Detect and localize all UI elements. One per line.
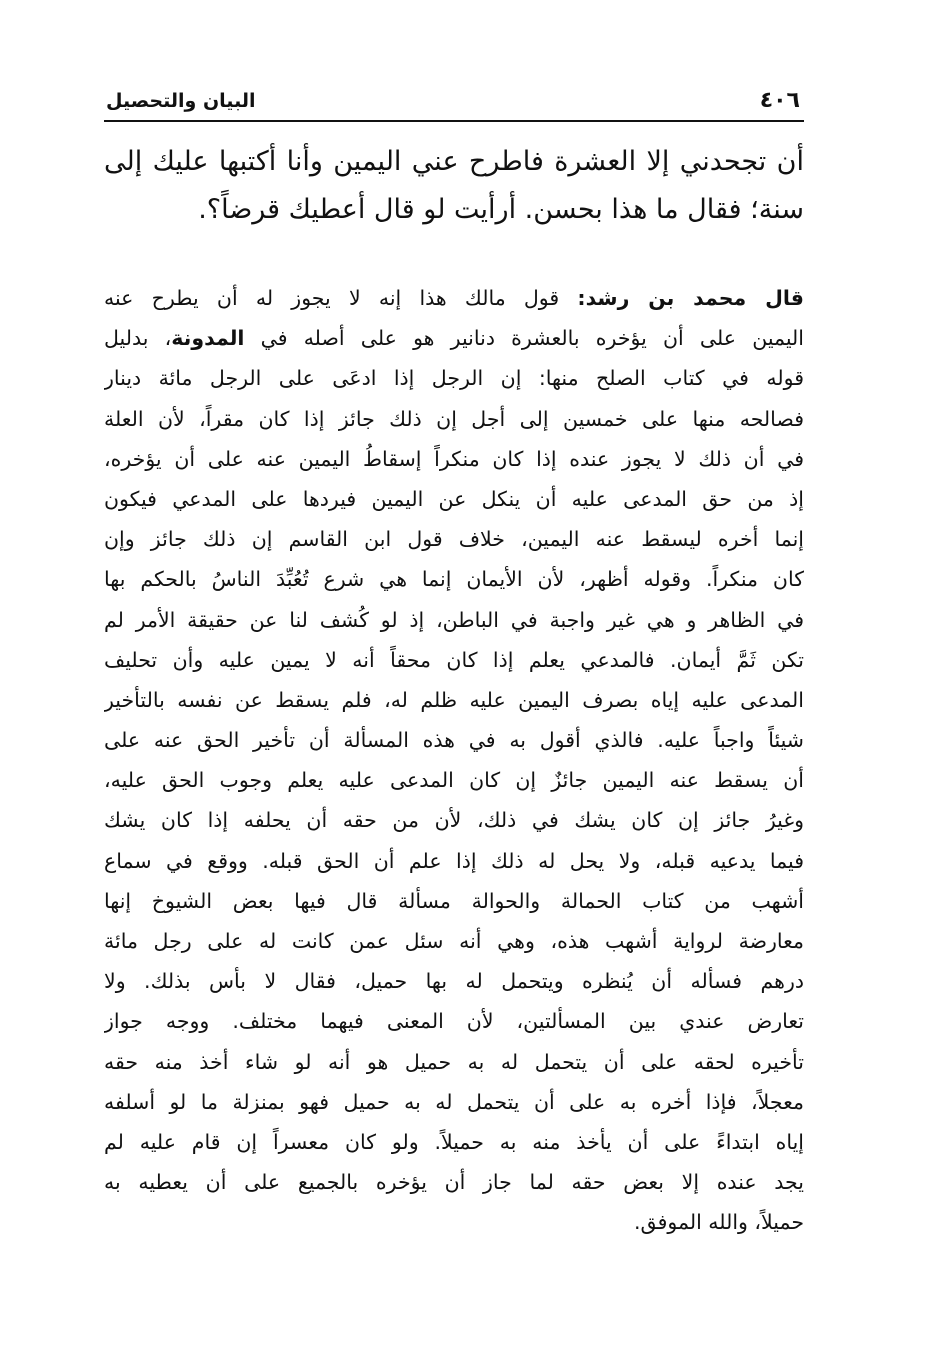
commentary-line: أن يسقط عنه اليمين جائزٌ إن كان المدعى عليه يعلم وجوب الحق عليه،: [104, 768, 804, 793]
commentary-line: تأخيره لحقه على أن يتحمل له به حميل هو أنه لو شاء أخذ منه حقه: [104, 1049, 804, 1074]
commentary-line: درهم فسأله أن يُنظره ويتحمل له بها حميل، فقال لا بأس بذلك. ولا: [104, 969, 804, 994]
commentary-line: في الظاهر و هي غير واجبة في الباطن، إذ لو كُشف لنا عن حقيقة الأمر لم: [104, 607, 804, 632]
commentary-line: يجد عنده إلا بعض حقه لما جاز أن يؤخره بالجميع على أن يعطيه به: [104, 1170, 804, 1195]
commentary-line: أشهب من كتاب الحمالة والحوالة مسألة قال فيها بعض الشيوخ إنها: [104, 888, 804, 913]
commentary-line: كان منكراً. وقوله أظهر، لأن الأيمان إنما هي شرع تُعُبِّدَ الناسُ بالحكم بها: [104, 567, 804, 592]
commentary-line: إنما أخره ليسقط عنه اليمين، خلاف قول ابن القاسم إن ذلك جائز وإن: [104, 527, 804, 552]
commentary-line: إذ من حق المدعى عليه أن ينكل عن اليمين فيردها على المدعي فيكون: [104, 486, 804, 511]
commentary-line: [104, 278, 804, 318]
commentary-line: فيما يدعيه قبله، ولا يحل له ذلك إذا علم أن الحق قبله. ووقع في سماع: [104, 848, 804, 873]
commentary-line: فصالحه منها على خمسين إلى أجل إن ذلك جائز إذا كان مقراً، لأن العلة: [104, 406, 804, 431]
commentary-text: قول مالك هذا إنه لا يجوز له أن يطرح عنه: [104, 286, 578, 310]
commentary-section: [104, 278, 804, 1243]
commentary-line: تكن ثَمَّ أيمان. فالمدعي يعلم إذا كان محقاً أنه لا يمين عليه وأن تحليف: [104, 647, 804, 672]
commentary-line: شيئاً واجباً عليه. فالذي أقول به في هذه المسألة أن تأخير الحق عنه على: [104, 728, 804, 753]
commentary-line: معجلاً، فإذا أخره به على أن يتحمل له به حميل فهو بمنزلة ما لو أسلفه: [104, 1089, 804, 1114]
book-reference: المدونة: [171, 326, 245, 351]
commentary-text: ، بدليل: [104, 326, 172, 351]
commentary-line: في أن ذلك لا يجوز عنده إذا كان منكراً إسقاطُ اليمين عنه على أن يؤخره،: [104, 446, 804, 471]
page-number: ٤٠٦: [759, 88, 800, 113]
commentary-line: معارضة لرواية أشهب هذه، وهي أنه سئل عمن كانت له على رجل مائة: [104, 929, 804, 953]
page-header: [104, 84, 804, 122]
commentary-line: تعارض عندي بين المسألتين، لأن المعنى فيهما مختلف. ووجه جواز: [104, 1009, 804, 1034]
commentary-line: المدعى عليه إياه بصرف اليمين عليه ظلم له، فلم يسقط عن نفسه بالتأخير: [104, 687, 804, 712]
commentary-line: إياه ابتداءً على أن يأخذ منه به حميلاً. ولو كان معسراً إن قام عليه لم: [104, 1129, 804, 1154]
commentary-line: [104, 318, 804, 358]
commentary-line: وغيرُ جائز إن كان يشك في ذلك، لأن من حقه أن يحلفه إذا كان يشك: [104, 808, 804, 833]
commentary-line: قوله في كتاب الصلح منها: إن الرجل إذا ادعَى على الرجل مائة دينار: [104, 366, 804, 391]
running-title: البيان والتحصيل: [106, 90, 256, 112]
commentary-line: حميلاً، والله الموفق.: [633, 1210, 804, 1235]
question-paragraph: أن تجحدني إلا العشرة فاطرح عني اليمين وأنا أكتبها عليك إلى سنة؛ فقال ما هذا بحسن. أرأيت لو قال أعطيك قرضاً؟.: [104, 146, 804, 225]
speaker-label: قال محمد بن رشد:: [577, 286, 804, 310]
commentary-text: اليمين على أن يؤخره بالعشرة دنانير هو على أصله في: [244, 326, 804, 351]
